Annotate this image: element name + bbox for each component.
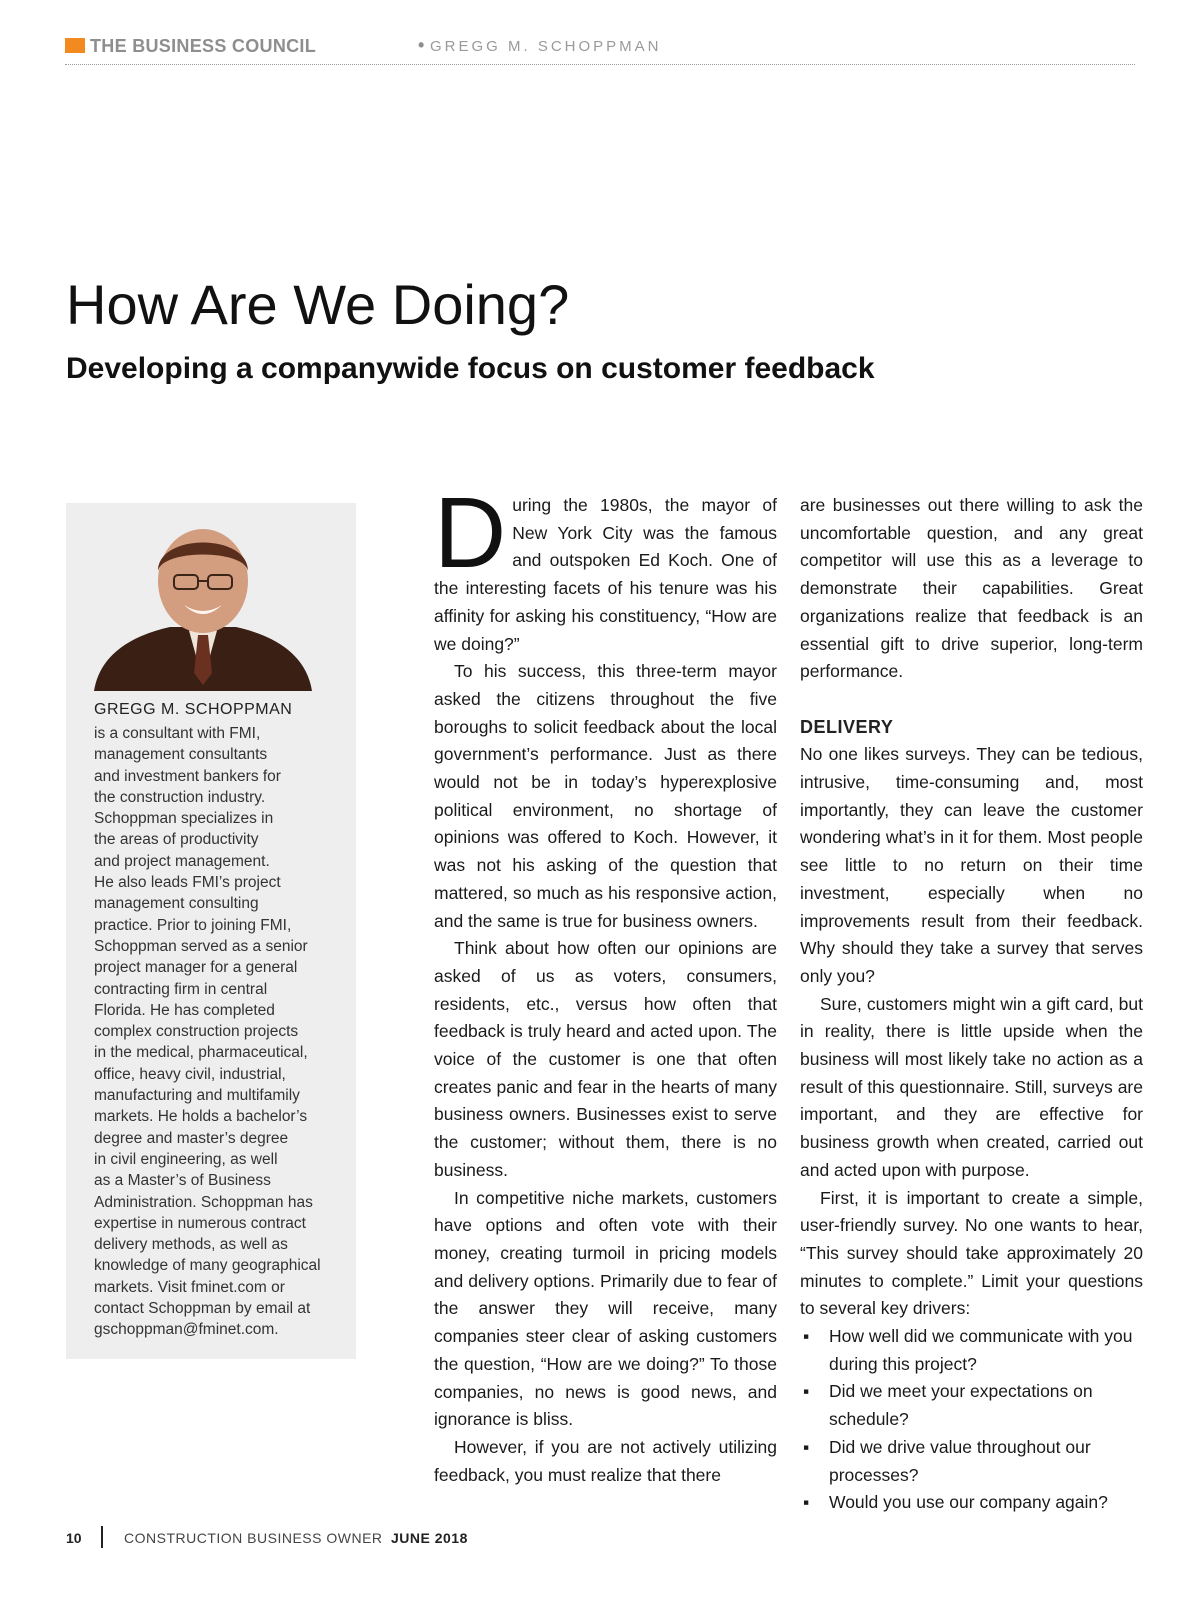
- article-column-1: [434, 477, 777, 1489]
- article-subtitle: Developing a companywide focus on customer feedback: [66, 352, 875, 385]
- publication-name: CONSTRUCTION BUSINESS OWNER: [124, 1530, 383, 1546]
- paragraph: No one likes surveys. They can be tedious, intrusive, time-consuming and, most importantly, they can leave the customer wondering what’s in it for them. Most people see little to no return on their time investment, especially when no improvements result from their feedback. Why should they take a survey that serves only you?: [800, 744, 1143, 986]
- section-color-marker: [65, 38, 85, 53]
- article-column-2: [800, 492, 1143, 1517]
- paragraph: First, it is important to create a simple, user-friendly survey. No one wants to hear, “This survey should take approximately 20 minutes to complete.” Limit your questions to several key drivers:: [800, 1187, 1143, 1319]
- paragraph: Sure, customers might win a gift card, but in reality, there is little upside when the business will most likely take no action as a result of this questionnaire. Still, surveys are important, and they are effective for business growth when created, carried out and acted upon with purpose.: [800, 993, 1143, 1180]
- section-name: THE BUSINESS COUNCIL: [90, 36, 317, 56]
- bullet-icon: ▪: [803, 1436, 810, 1457]
- article-title: How Are We Doing?: [66, 273, 570, 336]
- drop-cap: D: [434, 477, 507, 589]
- issue-date: JUNE 2018: [391, 1530, 468, 1546]
- list-item: ▪ How well did we communicate with you during this project?: [800, 1323, 1143, 1378]
- bio-text: is a consultant with FMI, management consultants and investment bankers for the construction industry. Schoppman specializes in the areas of productivity and project management. He also leads FMI’s project management consulting practice. Prior to joining FMI, Schoppman served as a senior project manager for a general contracting firm in central Florida. He has completed complex construction projects in the medical, pharmaceutical, office, heavy civil, industrial, manufacturing and multifamily markets. He holds a bachelor’s degree and master’s degree in civil engineering, as well as a Master’s of Business Administration. Schoppman has expertise in numerous contract delivery methods, as well as knowledge of many geographical markets. Visit fminet.com or contact Schoppman by email at gschoppman@fminet.com.: [94, 725, 321, 1339]
- author-photo: [94, 523, 312, 691]
- author-bio-box: [66, 503, 356, 1359]
- paragraph: However, if you are not actively utilizing feedback, you must realize that there: [434, 1436, 777, 1485]
- paragraph: To his success, this three-term mayor asked the citizens throughout the five boroughs to solicit feedback about the local government’s performance. Just as there would not be in today’s hyperexplosive political environment, no shortage of opinions was offered to Koch. However, it was not his asking of the question that mattered, so much as his responsive action, and the same is true for business owners.: [434, 661, 777, 931]
- paragraph: During the 1980s, the mayor of New York City was the famous and outspoken Ed Koch. One of the interesting facets of his tenure was his affinity for asking his constituency, “How are we doing?”: [434, 477, 777, 654]
- bio-name: GREGG M. SCHOPPMAN: [94, 701, 293, 718]
- list-item: ▪ Did we drive value throughout our processes?: [800, 1434, 1143, 1489]
- list-item: ▪ Did we meet your expectations on schedule?: [800, 1378, 1143, 1433]
- footer-divider: [101, 1526, 103, 1548]
- header-separator: •: [418, 35, 425, 55]
- bullet-icon: ▪: [803, 1381, 810, 1402]
- paragraph: are businesses out there willing to ask the uncomfortable question, and any great competitor will use this as a leverage to demonstrate their capabilities. Great organizations realize that feedback is an essential gift to drive superior, long-term performance.: [800, 495, 1143, 682]
- section-subhead: DELIVERY: [800, 716, 894, 737]
- paragraph: In competitive niche markets, customers have options and often vote with their money, creating turmoil in pricing models and delivery options. Primarily due to fear of the answer they will receive, many companies steer clear of asking customers the question, “How are we doing?” To those companies, no news is good news, and ignorance is bliss.: [434, 1187, 777, 1430]
- list-item: ▪ Would you use our company again?: [800, 1489, 1143, 1517]
- header-author: GREGG M. SCHOPPMAN: [430, 38, 662, 55]
- question-list: [800, 1323, 1143, 1517]
- paragraph: Think about how often our opinions are asked of us as voters, consumers, residents, etc., versus how often that feedback is truly heard and acted upon. The voice of the customer is one that often creates panic and fear in the hearts of many business owners. Businesses exist to serve the customer; without them, there is no business.: [434, 938, 777, 1180]
- bullet-icon: ▪: [803, 1492, 810, 1513]
- bullet-icon: ▪: [803, 1326, 810, 1347]
- page-number: 10: [66, 1530, 82, 1546]
- running-header: [65, 36, 1135, 65]
